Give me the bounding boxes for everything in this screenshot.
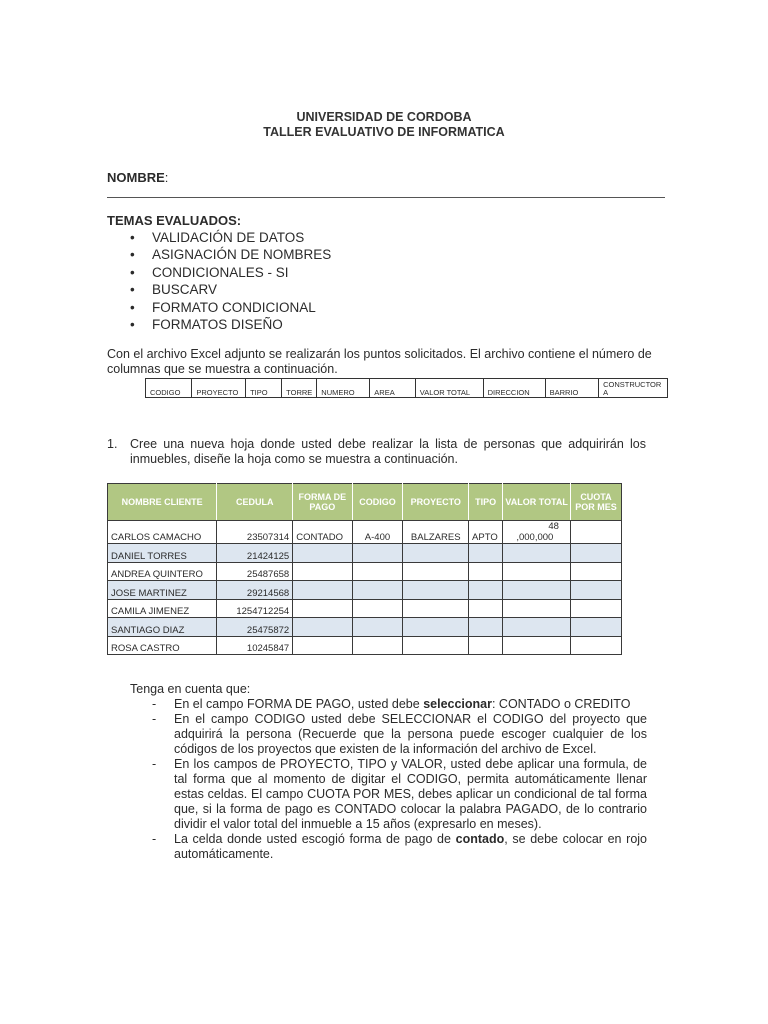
valor-top: 48 [548, 521, 559, 532]
column-cell: CONSTRUCTOR A [599, 379, 668, 398]
cell-codigo [352, 599, 403, 618]
cell-cedula: 23507314 [217, 521, 293, 544]
cell-forma [293, 544, 352, 563]
cell-valor [503, 521, 571, 544]
topic-item: • ASIGNACIÓN DE NOMBRES [130, 246, 331, 263]
cell-tipo [469, 544, 503, 563]
nombre-label [107, 170, 168, 185]
cell-proyecto [403, 544, 469, 563]
topics-list [130, 229, 331, 333]
cell-codigo [352, 562, 403, 581]
header-codigo: CODIGO [352, 484, 403, 521]
topic-item: • VALIDACIÓN DE DATOS [130, 229, 331, 246]
cell-codigo [352, 636, 403, 655]
cell-forma: CONTADO [293, 521, 352, 544]
cell-codigo [352, 544, 403, 563]
cell-nombre: JOSE MARTINEZ [108, 581, 217, 600]
cell-cedula: 25475872 [217, 618, 293, 637]
cell-cuota [570, 544, 621, 563]
cell-tipo [469, 636, 503, 655]
name-underline [107, 197, 665, 198]
note-bold: contado [455, 832, 505, 846]
cell-cuota [570, 521, 621, 544]
cell-cedula: 1254712254 [217, 599, 293, 618]
cell-tipo [469, 599, 503, 618]
topic-item: • FORMATO CONDICIONAL [130, 299, 331, 316]
column-cell: TORRE [282, 379, 317, 398]
course-title: TALLER EVALUATIVO DE INFORMATICA [263, 125, 505, 139]
cell-nombre: SANTIAGO DIAZ [108, 618, 217, 637]
column-cell: NUMERO [317, 379, 370, 398]
note-bold: seleccionar [423, 697, 492, 711]
table-row [108, 544, 622, 563]
cell-cedula: 29214568 [217, 581, 293, 600]
header-valor-total: VALOR TOTAL [503, 484, 571, 521]
cell-proyecto [403, 636, 469, 655]
cell-nombre: ROSA CASTRO [108, 636, 217, 655]
note-text: : CONTADO o CREDITO [491, 697, 631, 711]
cell-cedula: 25487658 [217, 562, 293, 581]
note-text: En el campo FORMA DE PAGO, usted debe [174, 697, 424, 711]
cell-proyecto [403, 562, 469, 581]
header-nombre-cliente: NOMBRE CLIENTE [108, 484, 217, 521]
cell-forma [293, 581, 352, 600]
cell-cuota [570, 581, 621, 600]
note-item [150, 832, 647, 862]
cell-tipo [469, 562, 503, 581]
cell-proyecto [403, 599, 469, 618]
note-text: , se debe colocar en rojo automáticamente. [174, 832, 648, 861]
intro-paragraph: Con el archivo Excel adjunto se realizarán los puntos solicitados. El archivo contiene el número de columnas que se muestra a continuación. [107, 347, 652, 376]
header-tipo: TIPO [469, 484, 503, 521]
cell-forma [293, 636, 352, 655]
note-item [150, 697, 647, 712]
header-forma-pago: FORMA DE PAGO [293, 484, 352, 521]
column-cell: PROYECTO [192, 379, 246, 398]
question-number: 1. [107, 437, 118, 451]
column-cell: AREA [370, 379, 415, 398]
cell-tipo: APTO [469, 521, 503, 544]
cell-forma [293, 618, 352, 637]
cell-nombre: DANIEL TORRES [108, 544, 217, 563]
cell-cedula: 21424125 [217, 544, 293, 563]
cell-cuota [570, 562, 621, 581]
column-cell: TIPO [246, 379, 282, 398]
cell-forma [293, 562, 352, 581]
cell-nombre: CARLOS CAMACHO [108, 521, 217, 544]
cell-codigo [352, 581, 403, 600]
note-text: La celda donde usted escogió forma de pago de [174, 832, 456, 846]
cell-cedula: 10245847 [217, 636, 293, 655]
note-item: - En el campo CODIGO usted debe SELECCIONAR el CODIGO del proyecto que adquirirá la persona (Recuerde que la persona puede escoger cualquier de los códigos de los proyectos que existen de la información del archivo de Excel. [150, 712, 647, 757]
question-text: Cree una nueva hoja donde usted debe realizar la lista de personas que adquirirán los inmuebles, diseñe la hoja como se muestra a continuación. [130, 437, 646, 466]
table-row [108, 521, 622, 544]
column-cell: CODIGO [146, 379, 192, 398]
column-cell: BARRIO [545, 379, 599, 398]
nombre-text: NOMBRE [107, 170, 165, 185]
cell-proyecto [403, 618, 469, 637]
table-row [108, 581, 622, 600]
table-row [108, 562, 622, 581]
cell-tipo [469, 581, 503, 600]
table-row [108, 636, 622, 655]
cell-proyecto: BALZARES [403, 521, 469, 544]
temas-heading: TEMAS EVALUADOS: [107, 213, 242, 228]
cell-cuota [570, 599, 621, 618]
cell-cuota [570, 636, 621, 655]
cell-forma [293, 599, 352, 618]
notes-heading: Tenga en cuenta que: [130, 682, 251, 696]
column-cell: VALOR TOTAL [415, 379, 483, 398]
table-row [108, 618, 622, 637]
clients-header-row [108, 484, 622, 521]
cell-nombre: ANDREA QUINTERO [108, 562, 217, 581]
cell-proyecto [403, 581, 469, 600]
cell-valor [503, 562, 571, 581]
cell-codigo: A-400 [352, 521, 403, 544]
table-row [108, 599, 622, 618]
cell-valor [503, 618, 571, 637]
cell-nombre: CAMILA JIMENEZ [108, 599, 217, 618]
header-cuota-mes: CUOTA POR MES [570, 484, 621, 521]
column-cell: DIRECCION [483, 379, 545, 398]
columns-table [145, 378, 668, 398]
cell-cuota [570, 618, 621, 637]
cell-valor [503, 636, 571, 655]
cell-valor [503, 581, 571, 600]
notes-list [150, 697, 647, 862]
cell-valor [503, 599, 571, 618]
note-item: - En los campos de PROYECTO, TIPO y VALOR, usted debe aplicar una formula, de tal forma que al momento de digitar el CODIGO, permita automáticamente llenar estas celdas. El campo CUOTA POR MES, debes aplicar un condicional de tal forma que, si la forma de pago es CONTADO colocar la palabra PAGADO, de lo contrario dividir el valor total del inmueble a 15 años (expresarlo en meses). [150, 757, 647, 832]
clients-table [107, 483, 622, 655]
cell-tipo [469, 618, 503, 637]
topic-item: • FORMATOS DISEÑO [130, 316, 331, 333]
valor-bottom: ,000,000 [516, 532, 554, 543]
nombre-colon: : [164, 170, 169, 185]
university-title: UNIVERSIDAD DE CORDOBA [296, 110, 472, 124]
header-proyecto: PROYECTO [403, 484, 469, 521]
topic-item: • CONDICIONALES - SI [130, 264, 331, 281]
header-cedula: CEDULA [217, 484, 293, 521]
cell-codigo [352, 618, 403, 637]
topic-item: • BUSCARV [130, 281, 331, 298]
cell-valor [503, 544, 571, 563]
